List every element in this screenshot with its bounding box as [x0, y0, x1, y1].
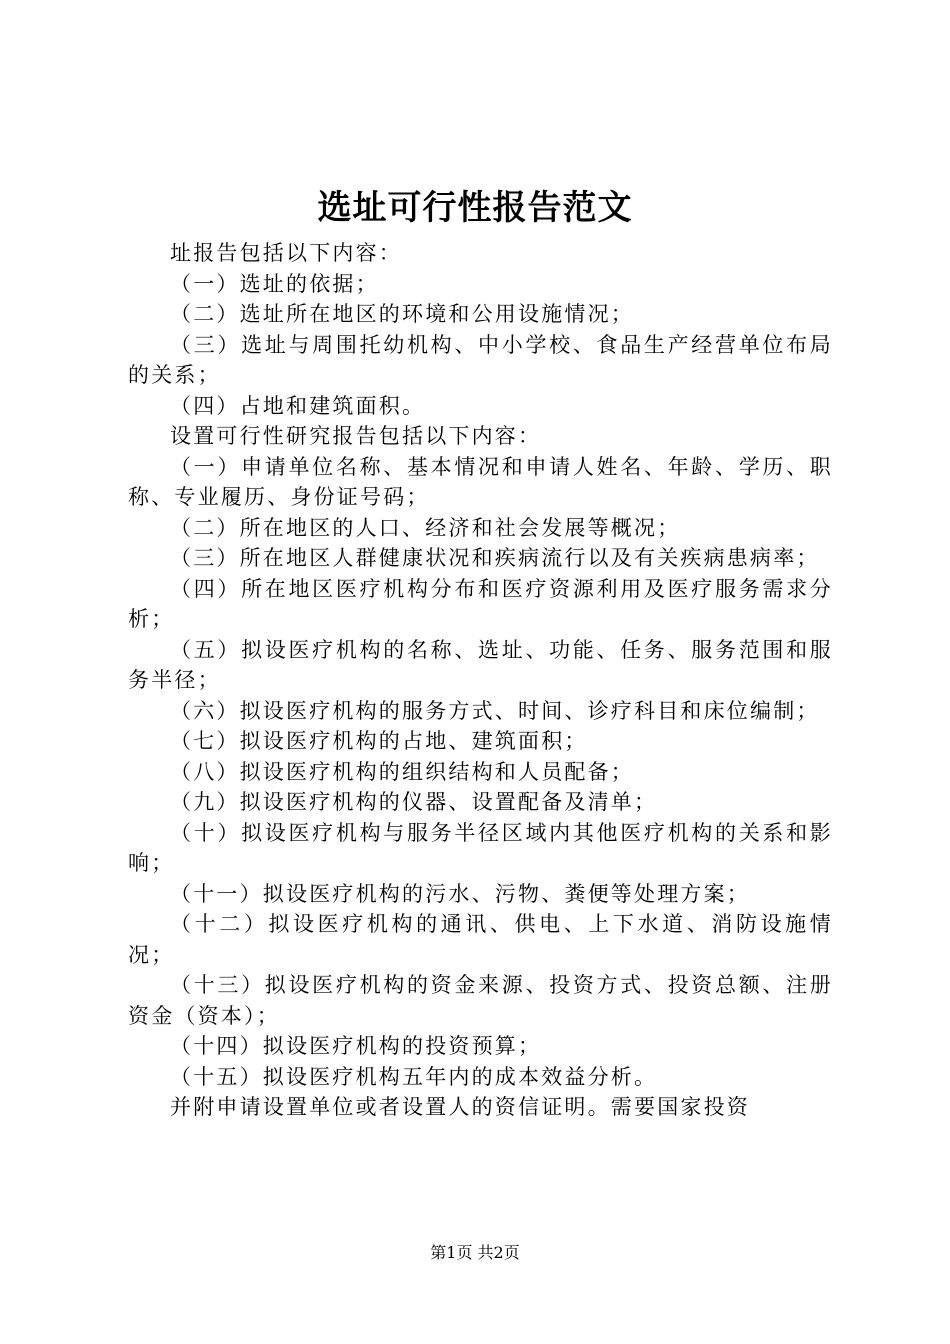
- paragraph: （十五）拟设医疗机构五年内的成本效益分析。: [170, 1064, 658, 1089]
- paragraph: （二）选址所在地区的环境和公用设施情况；: [170, 302, 634, 326]
- paragraph: （四）所在地区医疗机构分布和医疗资源利用及医疗服务需求分析；: [128, 576, 833, 631]
- paragraph: （三）选址与周围托幼机构、中小学校、食品生产经营单位布局的关系；: [128, 332, 833, 387]
- paragraph: （一）选址的依据；: [170, 271, 379, 296]
- paragraph: 址报告包括以下内容：: [170, 241, 402, 265]
- paragraph: （四）占地和建筑面积。: [170, 393, 426, 418]
- paragraph: （十二）拟设医疗机构的通讯、供电、上下水道、消防设施情况；: [128, 912, 833, 967]
- paragraph: （六）拟设医疗机构的服务方式、时间、诊疗科目和床位编制；: [170, 698, 820, 723]
- paragraph: （二）所在地区的人口、经济和社会发展等概况；: [170, 515, 681, 540]
- paragraph: （七）拟设医疗机构的占地、建筑面积；: [170, 729, 588, 753]
- paragraph: （八）拟设医疗机构的组织结构和人员配备；: [170, 759, 634, 784]
- paragraph: 并附申请设置单位或者设置人的资信证明。需要国家投资: [170, 1095, 750, 1119]
- document-title: 选址可行性报告范文: [317, 188, 633, 228]
- paragraph: （十四）拟设医疗机构的投资预算；: [170, 1034, 542, 1058]
- paragraph: （十一）拟设医疗机构的污水、污物、粪便等处理方案；: [170, 881, 750, 906]
- paragraph: 设置可行性研究报告包括以下内容：: [170, 424, 542, 448]
- document-body: [128, 238, 833, 1123]
- paragraph: （五）拟设医疗机构的名称、选址、功能、任务、服务范围和服务半径；: [128, 637, 833, 692]
- paragraph: （一）申请单位名称、基本情况和申请人姓名、年龄、学历、职称、专业履历、身份证号码；: [128, 454, 833, 509]
- page-number-footer: 第1页 共2页: [430, 1243, 520, 1262]
- paragraph: （十三）拟设医疗机构的资金来源、投资方式、投资总额、注册资金（资本）；: [128, 973, 833, 1028]
- paragraph: （三）所在地区人群健康状况和疾病流行以及有关疾病患病率；: [170, 546, 820, 570]
- paragraph: （十）拟设医疗机构与服务半径区域内其他医疗机构的关系和影响；: [128, 820, 833, 875]
- paragraph: （九）拟设医疗机构的仪器、设置配备及清单；: [170, 790, 658, 814]
